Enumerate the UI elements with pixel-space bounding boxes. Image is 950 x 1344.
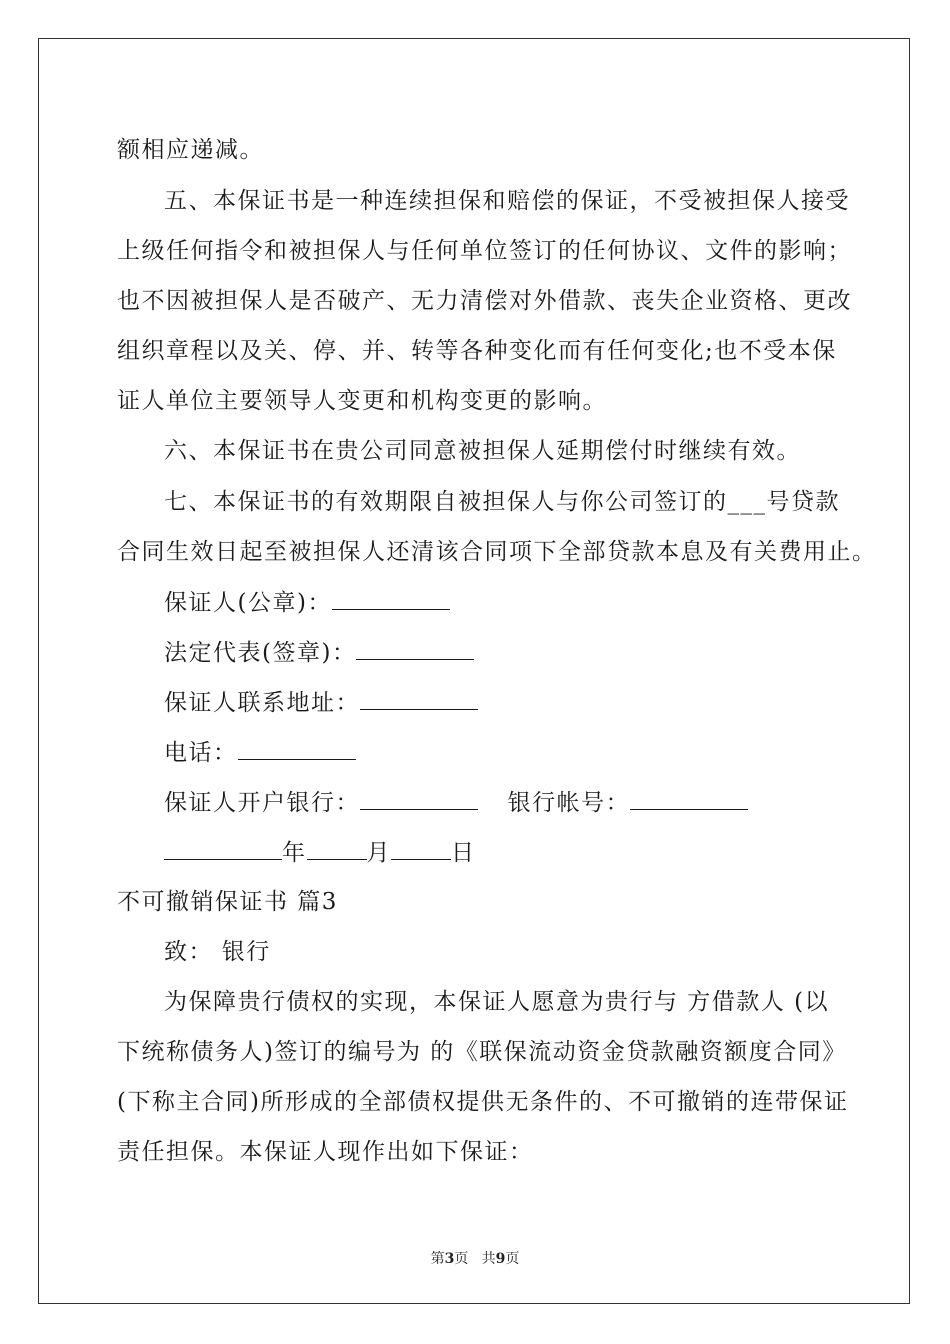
- paragraph-line: 组织章程以及关、停、并、转等各种变化而有任何变化;也不受本保: [117, 338, 837, 364]
- phone-label: 电话：: [164, 740, 238, 766]
- page-number: 3: [444, 1251, 455, 1267]
- address-blank[interactable]: [360, 687, 478, 710]
- bank-blank[interactable]: [360, 787, 478, 810]
- salutation: 致： 银行: [164, 939, 271, 965]
- paragraph-line: 为保障贵行债权的实现，本保证人愿意为贵行与 方借款人 (以: [164, 989, 830, 1015]
- section-title: 不可撤销保证书 篇3: [117, 889, 338, 915]
- paragraph-line: 合同生效日起至被担保人还清该合同项下全部贷款本息及有关费用止。: [117, 539, 877, 565]
- total-prefix: 共: [481, 1251, 496, 1267]
- day-label: 日: [451, 840, 476, 866]
- paragraph-line: 也不因被担保人是否破产、无力清偿对外借款、丧失企业资格、更改: [117, 288, 852, 314]
- account-label: 银行帐号：: [507, 790, 631, 816]
- total-pages: 9: [495, 1251, 506, 1267]
- month-label: 月: [366, 840, 391, 866]
- total-suffix: 页: [505, 1251, 520, 1267]
- date-field: [164, 837, 476, 868]
- bank-label: 保证人开户银行：: [164, 790, 360, 816]
- paragraph-line: 证人单位主要领导人变更和机构变更的影响。: [117, 388, 607, 414]
- address-field: [164, 687, 478, 718]
- guarantor-seal-blank[interactable]: [332, 587, 450, 610]
- day-blank[interactable]: [391, 837, 451, 860]
- account-blank[interactable]: [630, 787, 748, 810]
- page-mid: 页: [454, 1251, 469, 1267]
- paragraph-line: 七、本保证书的有效期限自被担保人与你公司签订的___号贷款: [164, 489, 840, 515]
- legal-rep-field: [164, 637, 474, 668]
- bank-field: [164, 787, 748, 818]
- phone-blank[interactable]: [238, 737, 356, 760]
- year-label: 年: [282, 840, 307, 866]
- paragraph-line: 上级任何指令和被担保人与任何单位签订的任何协议、文件的影响；: [117, 238, 852, 264]
- legal-rep-label: 法定代表(签章)：: [164, 640, 357, 666]
- paragraph-line: 六、本保证书在贵公司同意被担保人延期偿付时继续有效。: [164, 438, 801, 464]
- paragraph-line: 五、本保证书是一种连续担保和赔偿的保证，不受被担保人接受: [164, 188, 850, 214]
- year-blank[interactable]: [164, 837, 282, 860]
- paragraph-line: (下称主合同)所形成的全部债权提供无条件的、不可撤销的连带保证: [117, 1089, 849, 1115]
- phone-field: [164, 737, 356, 768]
- paragraph-line: 下统称债务人)签订的编号为 的《联保流动资金贷款融资额度合同》: [117, 1039, 847, 1065]
- page-prefix: 第: [430, 1251, 445, 1267]
- guarantor-seal-label: 保证人(公章)：: [164, 590, 332, 616]
- paragraph-line: 责任担保。本保证人现作出如下保证：: [117, 1139, 534, 1165]
- month-blank[interactable]: [307, 837, 367, 860]
- page-footer: [0, 1248, 950, 1268]
- paragraph-line: 额相应递减。: [117, 137, 264, 163]
- address-label: 保证人联系地址：: [164, 690, 360, 716]
- guarantor-seal-field: [164, 587, 450, 618]
- legal-rep-blank[interactable]: [356, 637, 474, 660]
